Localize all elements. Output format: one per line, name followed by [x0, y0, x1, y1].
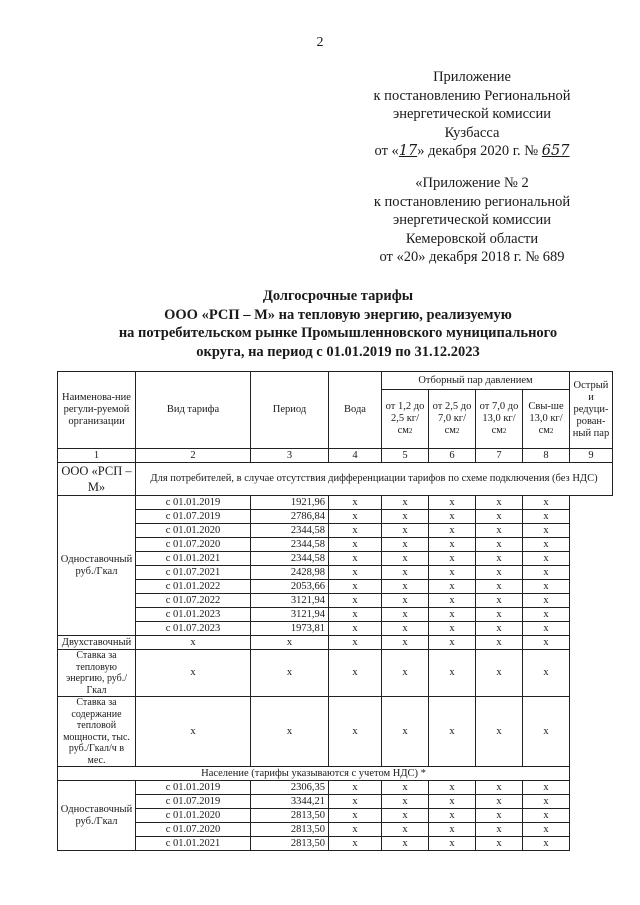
x-mark: x: [382, 636, 429, 650]
tariff-row: [58, 510, 613, 524]
handwritten-number: 657: [541, 143, 570, 159]
x-mark: x: [523, 697, 570, 767]
water-value: 2053,66: [251, 580, 329, 594]
superscript-two: 2: [408, 427, 413, 435]
tariff-row: [58, 538, 613, 552]
x-mark: x: [329, 510, 382, 524]
x-mark: x: [429, 510, 476, 524]
section2-body: [58, 781, 613, 851]
period-cell: с 01.07.2022: [136, 594, 251, 608]
superscript-two: 2: [502, 427, 507, 435]
x-mark: x: [251, 636, 329, 650]
x-mark: x: [136, 636, 251, 650]
superscript-two: 2: [455, 427, 460, 435]
period-cell: с 01.01.2022: [136, 580, 251, 594]
x-mark: x: [476, 795, 523, 809]
column-number-1: 1: [58, 449, 136, 463]
x-mark: x: [382, 566, 429, 580]
date-prefix: от «: [374, 143, 399, 159]
water-value: 3121,94: [251, 594, 329, 608]
x-mark: x: [329, 809, 382, 823]
appendix-date: [352, 142, 592, 161]
water-value: 3344,21: [251, 795, 329, 809]
header-steam-group: Отборный пар давлением: [382, 372, 570, 390]
x-mark: x: [476, 594, 523, 608]
x-mark: x: [429, 837, 476, 851]
tariff-row: [58, 837, 613, 851]
x-mark: x: [329, 566, 382, 580]
x-mark: x: [329, 496, 382, 510]
tariff-row: [58, 608, 613, 622]
appendix-line: энергетической комиссии: [392, 212, 552, 228]
x-mark: x: [251, 650, 329, 697]
tariff-row: [58, 552, 613, 566]
x-mark: x: [429, 496, 476, 510]
two-rate-row: [58, 636, 613, 650]
x-mark: x: [329, 650, 382, 697]
heat-rate-row: [58, 650, 613, 697]
period-cell: с 01.01.2020: [136, 809, 251, 823]
header-period: Период: [251, 372, 329, 449]
x-mark: x: [523, 538, 570, 552]
x-mark: x: [329, 697, 382, 767]
x-mark: x: [382, 594, 429, 608]
header-steam-4: Свы-ше 13,0 $кг/см^2$: [523, 390, 570, 449]
column-number-2: 2: [136, 449, 251, 463]
x-mark: x: [429, 795, 476, 809]
x-mark: x: [429, 650, 476, 697]
water-value: 2344,58: [251, 524, 329, 538]
period-cell: с 01.01.2019: [136, 781, 251, 795]
water-value: 1921,96: [251, 496, 329, 510]
x-mark: x: [382, 496, 429, 510]
two-rate-label: Двухставочный: [58, 636, 136, 650]
tariff-row: [58, 622, 613, 636]
x-mark: x: [523, 524, 570, 538]
tariff-row: [58, 823, 613, 837]
x-mark: x: [429, 538, 476, 552]
superscript-two: 2: [549, 427, 554, 435]
column-number-8: 8: [523, 449, 570, 463]
tariff-row: [58, 566, 613, 580]
column-number-4: 4: [329, 449, 382, 463]
header-org: Наименова-ние регули-руемой организации: [58, 372, 136, 449]
x-mark: x: [136, 650, 251, 697]
section1-single-rate-label: Одноставочный руб./Гкал: [58, 496, 136, 636]
x-mark: x: [523, 496, 570, 510]
section1-title: Для потребителей, в случае отсутствия дифференциации тарифов по схеме подключения (без НДС): [136, 463, 613, 496]
x-mark: x: [476, 608, 523, 622]
x-mark: x: [382, 524, 429, 538]
tariff-table: [57, 371, 613, 851]
x-mark: x: [523, 552, 570, 566]
x-mark: x: [429, 636, 476, 650]
x-mark: x: [329, 524, 382, 538]
x-mark: x: [429, 552, 476, 566]
page-number: 2: [316, 35, 324, 50]
title-line: на потребительском рынке Промышленновского муниципального: [118, 325, 558, 341]
x-mark: x: [329, 823, 382, 837]
x-mark: x: [429, 566, 476, 580]
x-mark: x: [523, 608, 570, 622]
appendix-line: к постановлению региональной: [373, 193, 571, 210]
x-mark: x: [476, 781, 523, 795]
x-mark: x: [382, 622, 429, 636]
x-mark: x: [329, 795, 382, 809]
x-mark: x: [523, 809, 570, 823]
x-mark: x: [329, 837, 382, 851]
title-line: ООО «РСП – М» на тепловую энергию, реализуемую: [164, 306, 512, 323]
x-mark: x: [382, 795, 429, 809]
tariff-row: [58, 580, 613, 594]
x-mark: x: [329, 552, 382, 566]
x-mark: x: [476, 697, 523, 767]
section2-title: Население (тарифы указываются с учетом НДС) *: [58, 767, 570, 781]
x-mark: x: [382, 697, 429, 767]
x-mark: x: [523, 823, 570, 837]
heat-rate-label: Ставка за тепловую энергию, руб./Гкал: [58, 650, 136, 697]
x-mark: x: [329, 594, 382, 608]
period-cell: с 01.07.2020: [136, 538, 251, 552]
x-mark: x: [429, 622, 476, 636]
x-mark: x: [382, 837, 429, 851]
organization-name: ООО «РСП – М»: [58, 463, 136, 496]
appendix-line: «Приложение № 2: [415, 175, 529, 191]
tariff-row: [58, 809, 613, 823]
x-mark: x: [523, 566, 570, 580]
x-mark: x: [523, 837, 570, 851]
period-cell: с 01.07.2021: [136, 566, 251, 580]
header-steam-2: от 2,5 до 7,0 $кг/см^2$: [429, 390, 476, 449]
appendix-line: Кемеровской области: [405, 230, 539, 247]
appendix-line: от «20» декабря 2018 г. № 689: [379, 249, 565, 265]
x-mark: x: [329, 622, 382, 636]
x-mark: x: [523, 795, 570, 809]
x-mark: x: [382, 650, 429, 697]
period-cell: с 01.01.2023: [136, 608, 251, 622]
x-mark: x: [382, 538, 429, 552]
header-sharp-steam: Острый и редуци-рован-ный пар: [570, 372, 613, 449]
column-number-5: 5: [382, 449, 429, 463]
column-number-9: 9: [570, 449, 613, 463]
x-mark: x: [429, 697, 476, 767]
column-number-3: 3: [251, 449, 329, 463]
x-mark: x: [429, 823, 476, 837]
x-mark: x: [523, 510, 570, 524]
x-mark: x: [476, 496, 523, 510]
x-mark: x: [476, 580, 523, 594]
x-mark: x: [429, 781, 476, 795]
x-mark: x: [476, 650, 523, 697]
appendix-line: Кузбасса: [444, 124, 500, 141]
period-cell: с 01.01.2021: [136, 552, 251, 566]
x-mark: x: [136, 697, 251, 767]
period-cell: с 01.07.2019: [136, 510, 251, 524]
water-value: 2306,35: [251, 781, 329, 795]
period-cell: с 01.01.2019: [136, 496, 251, 510]
water-value: 2344,58: [251, 552, 329, 566]
column-numbers-row: [58, 449, 613, 463]
section1-body: [58, 496, 613, 636]
header-steam-3: от 7,0 до 13,0 $кг/см^2$: [476, 390, 523, 449]
x-mark: x: [523, 650, 570, 697]
x-mark: x: [382, 809, 429, 823]
x-mark: x: [429, 580, 476, 594]
x-mark: x: [329, 636, 382, 650]
date-middle: » декабря 2020 г. №: [417, 143, 539, 159]
x-mark: x: [382, 580, 429, 594]
water-value: 2813,50: [251, 823, 329, 837]
x-mark: x: [476, 636, 523, 650]
x-mark: x: [476, 538, 523, 552]
period-cell: с 01.07.2023: [136, 622, 251, 636]
period-cell: с 01.07.2019: [136, 795, 251, 809]
x-mark: x: [476, 809, 523, 823]
x-mark: x: [476, 566, 523, 580]
water-value: 3121,94: [251, 608, 329, 622]
x-mark: x: [523, 781, 570, 795]
period-cell: с 01.01.2020: [136, 524, 251, 538]
tariff-row: [58, 594, 613, 608]
tariff-row: [58, 795, 613, 809]
title-line: округа, на период с 01.01.2019 по 31.12.2023: [196, 343, 480, 360]
x-mark: x: [523, 594, 570, 608]
capacity-rate-label: Ставка за содержание тепловой мощности, тыс. руб./Гкал/ч в мес.: [58, 697, 136, 767]
x-mark: x: [523, 636, 570, 650]
water-value: 2813,50: [251, 809, 329, 823]
tariff-row: [58, 524, 613, 538]
header-water: Вода: [329, 372, 382, 449]
header-steam-1: от 1,2 до 2,5 $кг/см^2$: [382, 390, 429, 449]
appendix-current: [352, 68, 592, 161]
appendix-previous: [352, 174, 592, 267]
appendix-line: Приложение: [433, 69, 511, 85]
x-mark: x: [429, 608, 476, 622]
water-value: 2344,58: [251, 538, 329, 552]
handwritten-day: 17: [398, 143, 418, 159]
period-cell: с 01.01.2021: [136, 837, 251, 851]
x-mark: x: [476, 524, 523, 538]
water-value: 2786,84: [251, 510, 329, 524]
document-title: [0, 287, 640, 361]
water-value: 2813,50: [251, 837, 329, 851]
appendix-line: к постановлению Региональной: [373, 87, 571, 104]
x-mark: x: [476, 510, 523, 524]
water-value: 1973,81: [251, 622, 329, 636]
period-cell: с 01.07.2020: [136, 823, 251, 837]
column-number-7: 7: [476, 449, 523, 463]
x-mark: x: [429, 809, 476, 823]
x-mark: x: [476, 837, 523, 851]
x-mark: x: [382, 608, 429, 622]
tariff-row: [58, 781, 613, 795]
x-mark: x: [476, 622, 523, 636]
x-mark: x: [523, 580, 570, 594]
x-mark: x: [329, 580, 382, 594]
title-line: Долгосрочные тарифы: [262, 288, 414, 304]
appendix-line: энергетической комиссии: [392, 106, 552, 122]
water-value: 2428,98: [251, 566, 329, 580]
x-mark: x: [329, 538, 382, 552]
section2-single-rate-label: Одноставочный руб./Гкал: [58, 781, 136, 851]
x-mark: x: [523, 622, 570, 636]
column-number-6: 6: [429, 449, 476, 463]
x-mark: x: [429, 594, 476, 608]
x-mark: x: [251, 697, 329, 767]
x-mark: x: [382, 781, 429, 795]
x-mark: x: [329, 781, 382, 795]
tariff-row: [58, 496, 613, 510]
x-mark: x: [476, 552, 523, 566]
x-mark: x: [476, 823, 523, 837]
capacity-rate-row: [58, 697, 613, 767]
x-mark: x: [429, 524, 476, 538]
x-mark: x: [382, 510, 429, 524]
header-tariff-type: Вид тарифа: [136, 372, 251, 449]
x-mark: x: [382, 823, 429, 837]
x-mark: x: [382, 552, 429, 566]
x-mark: x: [329, 608, 382, 622]
